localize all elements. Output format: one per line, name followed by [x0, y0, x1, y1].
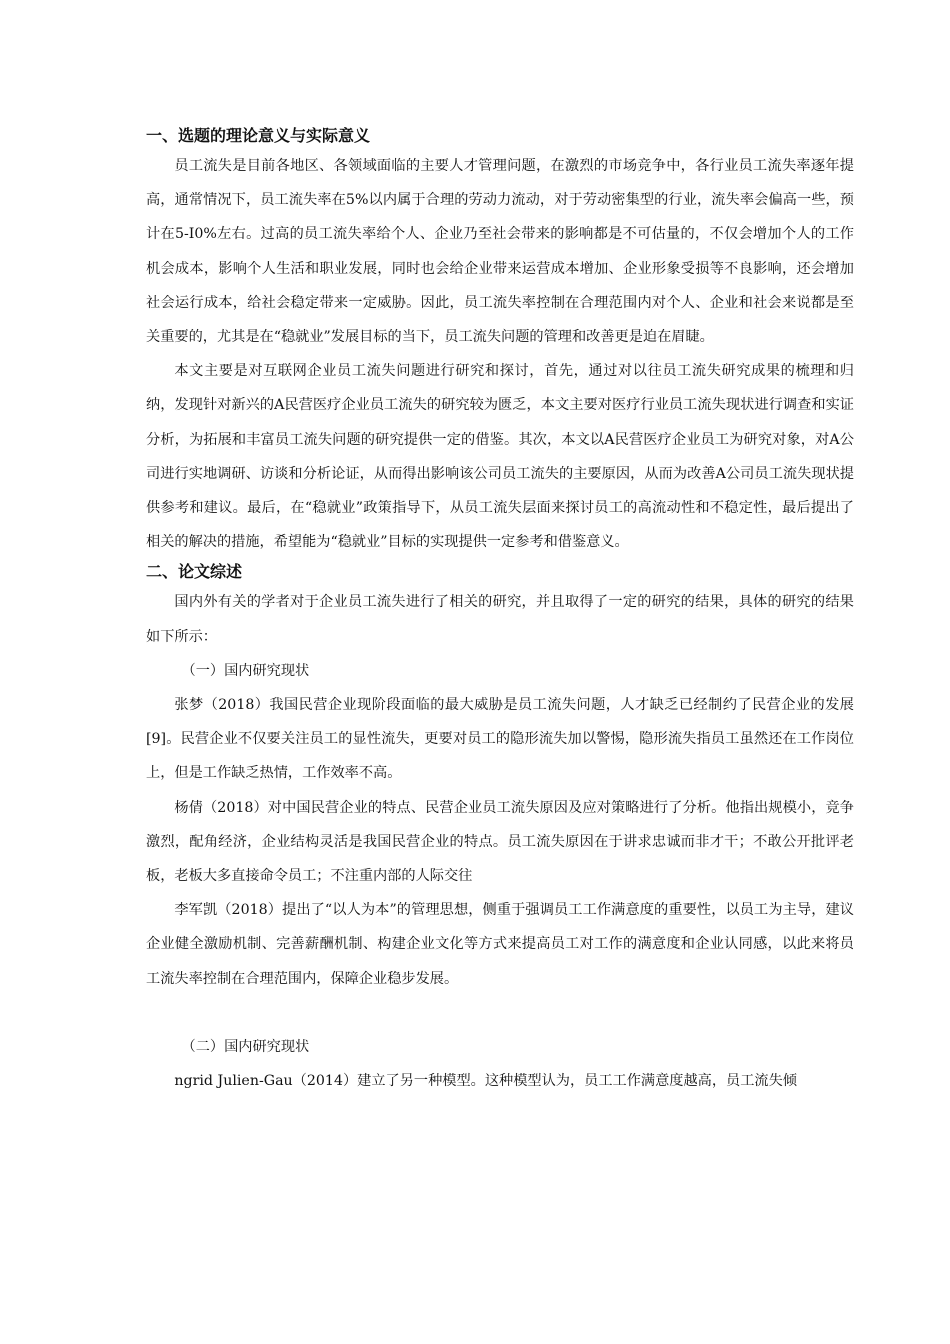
- section-heading-review: 二、论文综述: [146, 562, 243, 582]
- subsection-title-domestic-2: （二）国内研究现状: [181, 1038, 310, 1055]
- paragraph-domestic-li: 李军凯（2018）提出了“以人为本”的管理思想，侧重于强调员工工作满意度的重要性，以员工为主导，建议企业健全激励机制、完善薪酬机制、构建企业文化等方式来提高员工对工作的满意度和企业认同感，以此来将员工流失率控制在合理范围内，保障企业稳步发展。: [146, 902, 854, 987]
- subsection-title-domestic-1: （一）国内研究现状: [181, 662, 310, 679]
- paragraph-foreign-julien: ngrid Julien-Gau（2014）建立了另一种模型。这种模型认为，员工工作满意度越高，员工流失倾: [174, 1073, 797, 1090]
- paragraph-review-intro: 国内外有关的学者对于企业员工流失进行了相关的研究，并且取得了一定的研究的结果，具体的研究的结果如下所示：: [146, 594, 854, 645]
- document-page: [146, 123, 854, 1098]
- paragraph-spacer: [146, 996, 854, 1030]
- section-heading-significance: 一、选题的理论意义与实际意义: [146, 126, 371, 145]
- paragraph-significance-2: 本文主要是对互联网企业员工流失问题进行研究和探讨，首先，通过对以往员工流失研究成果的梳理和归纳，发现针对新兴的A民营医疗企业员工流失的研究较为匮乏，本文主要对医疗行业员工流失现状进行调查和实证分析，为拓展和丰富员工流失问题的研究提供一定的借鉴。其次，本文以A民营医疗企业员工为研究对象，对A公司进行实地调研、访谈和分析论证，从而得出影响该公司员工流失的主要原因，从而为改善A公司员工流失现状提供参考和建议。最后，在“稳就业”政策指导下，从员工流失层面来探讨员工的高流动性和不稳定性，最后提出了相关的解决的措施，希望能为“稳就业”目标的实现提供一定参考和借鉴意义。: [146, 363, 854, 551]
- paragraph-significance-1: 员工流失是目前各地区、各领域面临的主要人才管理问题，在激烈的市场竞争中，各行业员工流失率逐年提高，通常情况下，员工流失率在5%以内属于合理的劳动力流动，对于劳动密集型的行业，流失率会偏高一些，预计在5-I0%左右。过高的员工流失率给个人、企业乃至社会带来的影响都是不可估量的，不仅会增加个人的工作机会成本，影响个人生活和职业发展，同时也会给企业带来运营成本增加、企业形象受损等不良影响，还会增加社会运行成本，给社会稳定带来一定威胁。因此，员工流失率控制在合理范围内对个人、企业和社会来说都是至关重要的，尤其是在“稳就业”发展目标的当下，员工流失问题的管理和改善更是迫在眉睫。: [146, 158, 854, 346]
- paragraph-domestic-yang: 杨倩（2018）对中国民营企业的特点、民营企业员工流失原因及应对策略进行了分析。他指出规模小，竞争激烈，配角经济，企业结构灵活是我国民营企业的特点。员工流失原因在于讲求忠诚而非才干；不敢公开批评老板，老板大多直接命令员工；不注重内部的人际交往: [146, 799, 854, 885]
- paragraph-domestic-zhang: 张梦（2018）我国民营企业现阶段面临的最大威胁是员工流失问题，人才缺乏已经制约了民营企业的发展[9]。民营企业不仅要关注员工的显性流失，更要对员工的隐形流失加以警惕，隐形流失指员工虽然还在工作岗位上，但是工作缺乏热情，工作效率不高。: [146, 697, 854, 782]
